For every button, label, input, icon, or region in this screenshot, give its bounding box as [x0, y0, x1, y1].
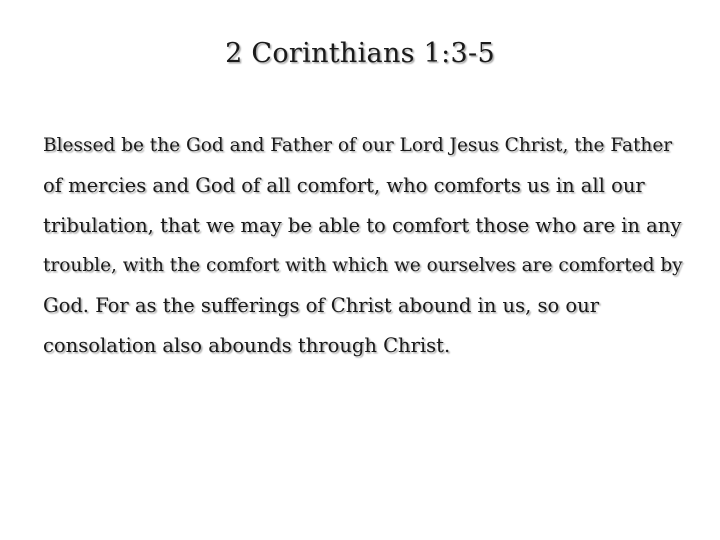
passage-line: tribulation, that we may be able to comfort those who are in any	[43, 214, 682, 237]
scripture-passage	[43, 126, 683, 366]
passage-line: trouble, with the comfort with which we ourselves are comforted by	[43, 255, 683, 276]
passage-line: consolation also abounds through Christ.	[43, 334, 451, 357]
slide-title: 2 Corinthians 1:3-5	[225, 38, 495, 69]
passage-line: Blessed be the God and Father of our Lord Jesus Christ, the Father	[43, 135, 673, 156]
passage-line: God. For as the sufferings of Christ abound in us, so our	[43, 294, 600, 317]
passage-line: of mercies and God of all comfort, who comforts us in all our	[43, 174, 645, 197]
